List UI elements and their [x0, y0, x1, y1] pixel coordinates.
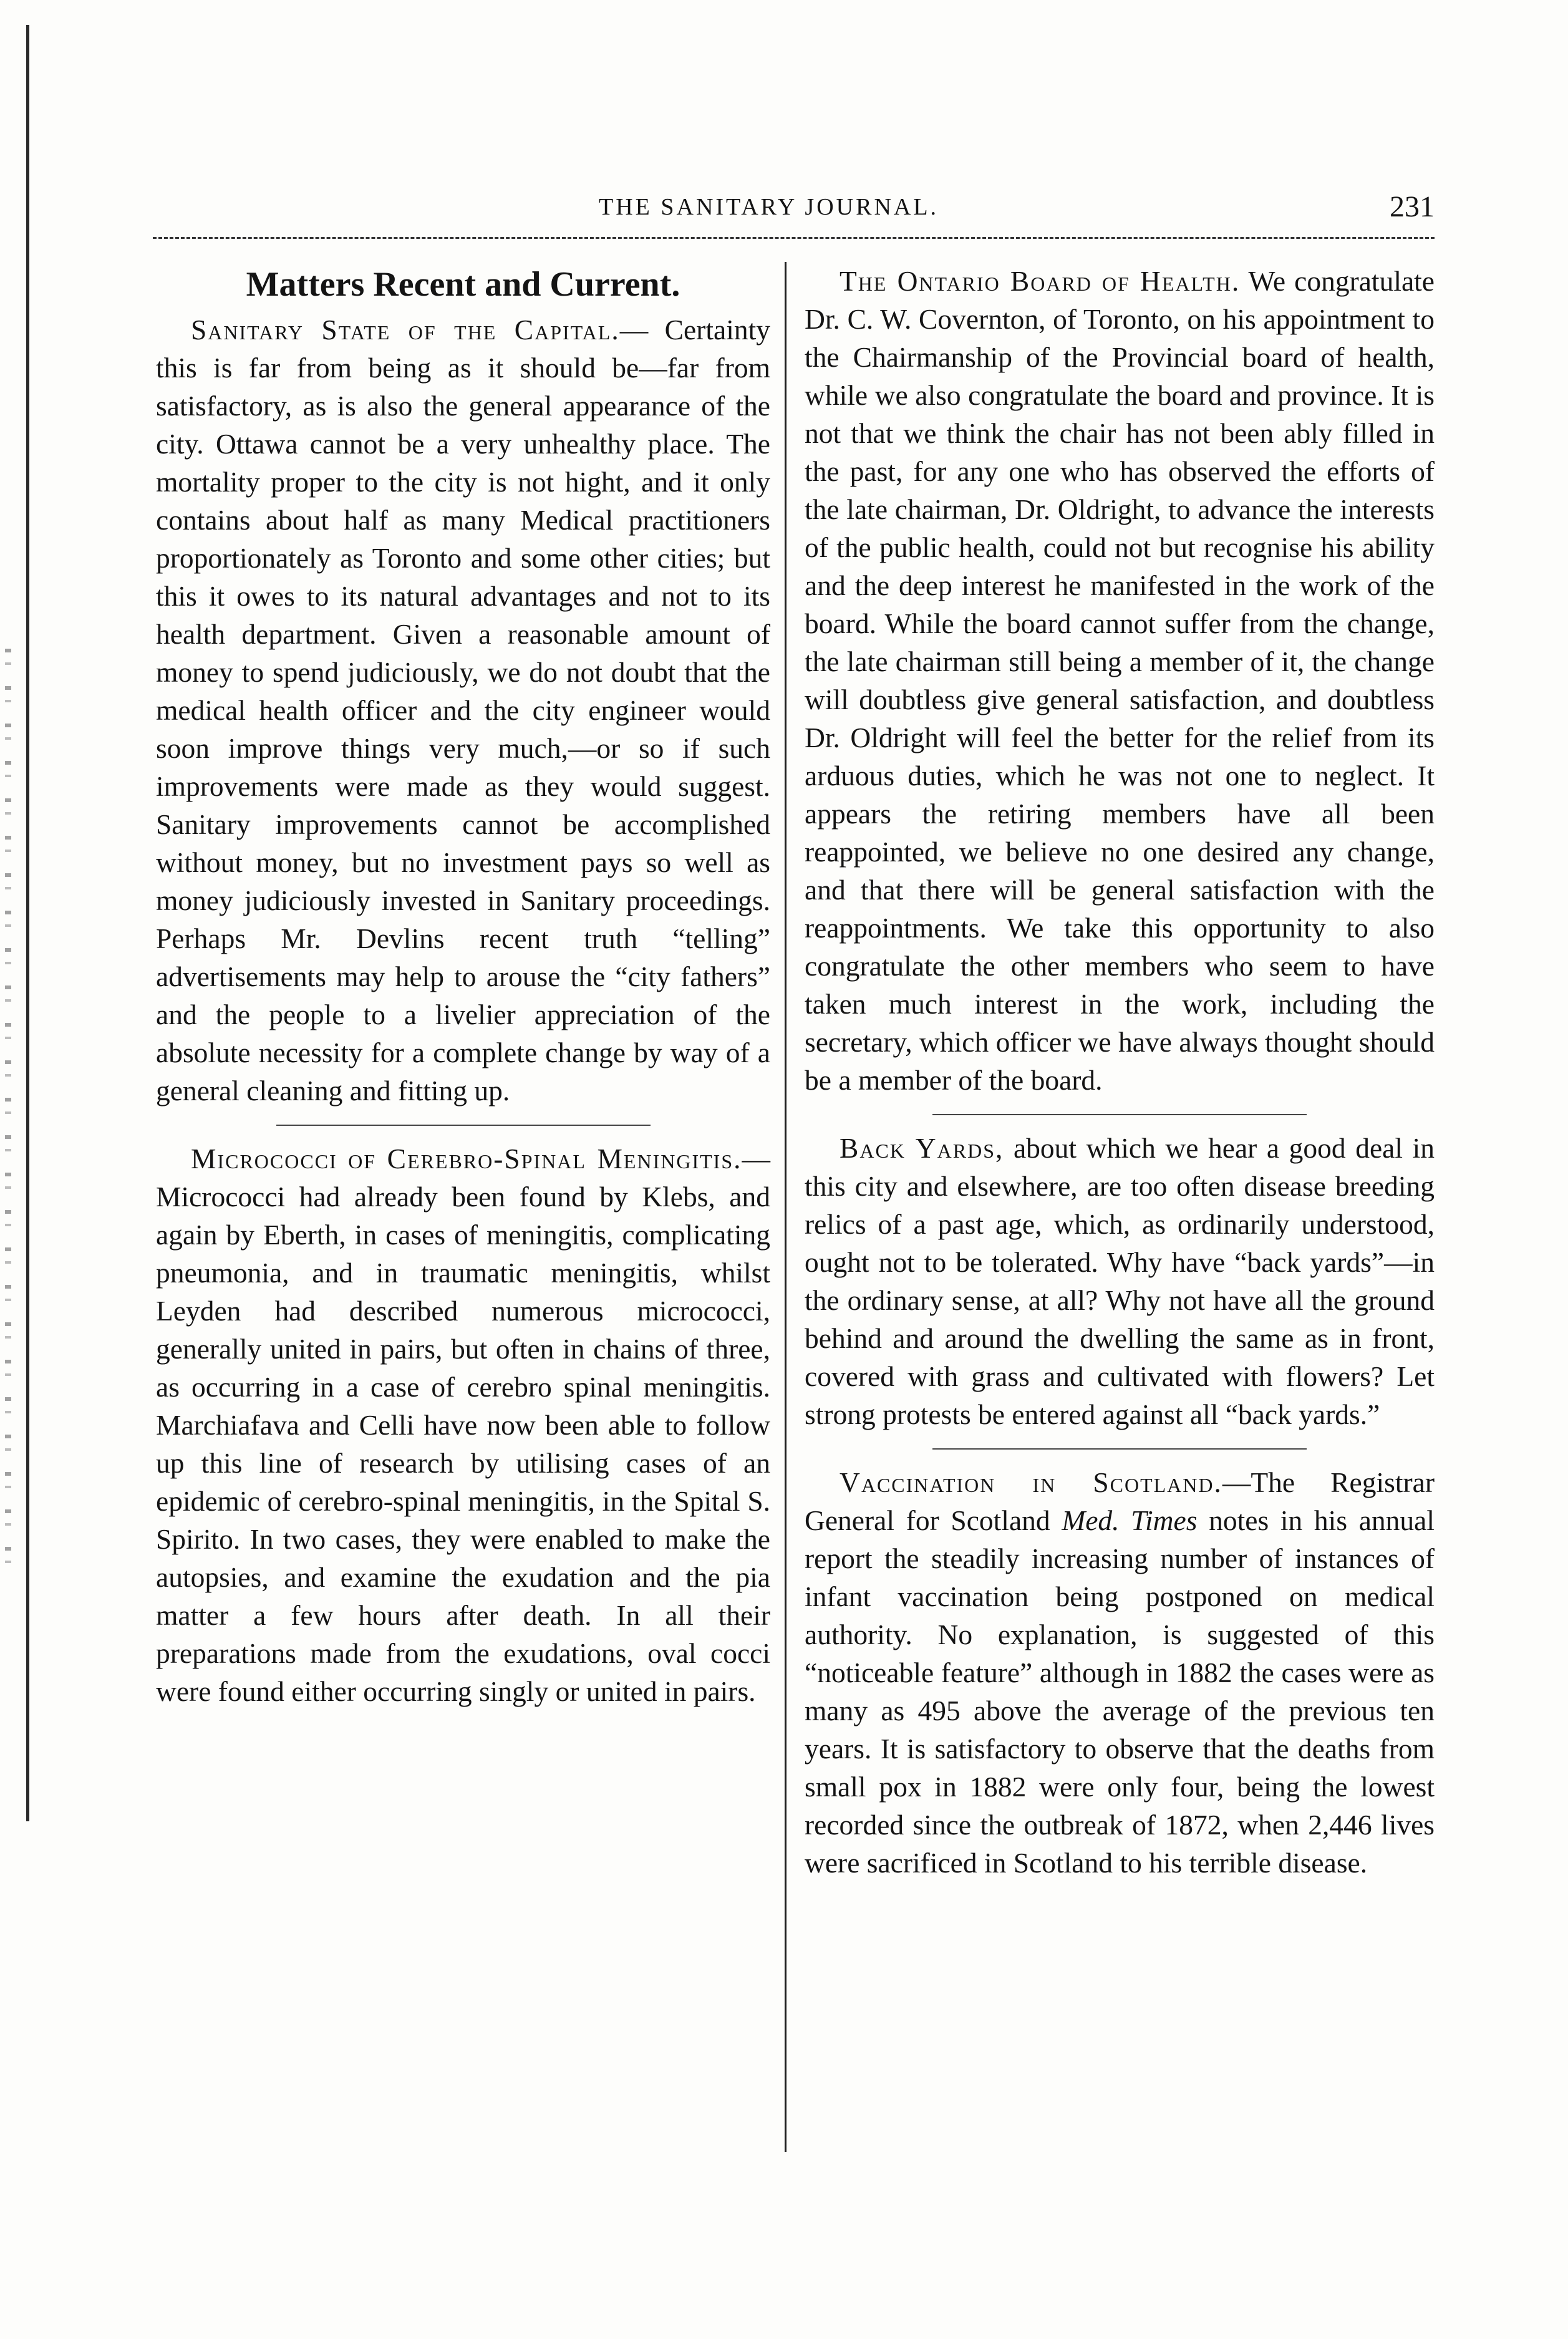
article-dash: — — [1222, 1466, 1251, 1498]
article-title: Back Yards, — [840, 1132, 1004, 1164]
scan-edge-line — [26, 25, 29, 1821]
column-divider — [785, 262, 786, 2152]
article-dash: — — [619, 314, 649, 346]
section-heading: Matters Recent and Current. — [246, 265, 680, 304]
article-body: about which we hear a good deal in this city and elsewhere, are too often disease breeding relics of a past age, which, as ordinarily understood, ought not to be tolerated. Why have “back yards”—in the ordinary sense, at all? Why not have all the ground behind and around the dwelling the same as in front, covered with grass and cultivated with flowers? Let strong protests be entered against all “back yards.” — [805, 1132, 1435, 1430]
article-separator — [276, 1125, 651, 1126]
article-ontario-board — [805, 262, 1435, 1099]
article-title: The Ontario Board of Health. — [840, 265, 1241, 297]
italic-source: Med. Times — [1062, 1504, 1198, 1536]
article-body-start: The Registrar General for Scotland — [805, 1466, 1435, 1536]
article-sanitary-state — [156, 311, 770, 1110]
article-body: We congratulate Dr. C. W. Covernton, of Toronto, on his appointment to the Chairmanship of the Provincial board of health, while we also congratulate the board and province. It is not that we think the chair has not been ably filled in the past, for any one who has observed the efforts of the late chairman, Dr. Oldright, to advance the interests of the public health, could not but recognise his ability and the deep interest he manifested in the work of the board. While the board cannot suffer from the change, the late chairman still being a member of it, the change will doubtless give general satisfaction, and doubtless Dr. Oldright will feel the better for the relief from its arduous duties, which he was not one to neglect. It appears the retiring members have all been reappointed, we believe no one desired any change, and that there will be general satisfaction with the reappointments. We take this opportunity to also congratulate the other members who seem to have taken much interest in the work, including the secretary, which officer we have always thought should be a member of the board. — [805, 265, 1435, 1096]
header-rule — [153, 237, 1435, 239]
right-column — [805, 262, 1435, 1882]
running-head — [162, 190, 1435, 231]
article-body: Certainty this is far from being as it should be—far from satisfactory, as is also the general appearance of the city. Ottawa cannot be a very unhealthy place. The mortality proper to the city is not hight, and it only contains about half as many Medical practitioners proportionately as Toronto and some other cities; but this it owes to its natural advantages and not to its health department. Given a reasonable amount of money to spend judiciously, we do not doubt that the medical health officer and the city engineer would soon improve things very much,—or so if such improvements were made as they would suggest. Sanitary improvements cannot be accomplished without money, but no investment pays so well as money judiciously invested in Sanitary proceedings. Perhaps Mr. Devlins recent truth “telling” advertisements may help to arouse the “city fathers” and the people to a livelier appreciation of the absolute necessity for a complete change by way of a general cleaning and fitting up. — [156, 314, 770, 1107]
article-title: Sanitary State of the Capital. — [191, 314, 620, 346]
article-title: Micrococci of Cerebro-Spinal Meningitis. — [191, 1143, 742, 1174]
article-micrococci — [156, 1140, 770, 1710]
article-dash: — — [742, 1143, 770, 1174]
left-column — [156, 262, 770, 1710]
scan-edge-specks — [5, 649, 11, 1584]
article-body-end: notes in his annual report the steadily increasing number of instances of infant vaccination being postponed on medical authority. No explanation, is suggested of this “noticeable feature” although in 1882 the cases were as many as 495 above the average of the previous ten years. It is satisfactory to observe that the deaths from small pox in 1882 were only four, being the lowest recorded since the outbreak of 1872, when 2,446 lives were sacrificed in Scotland to his terrible disease. — [805, 1504, 1435, 1879]
article-title: Vaccination in Scotland. — [840, 1466, 1222, 1498]
article-body: Micrococci had already been found by Klebs, and again by Eberth, in cases of meningitis, complicating pneumonia, and in traumatic meningitis, whilst Leyden had described numerous micrococci, generally united in pairs, but often in chains of three, as occurring in a case of cerebro spinal meningitis. Marchiafava and Celli have now been able to follow up this line of research by utilising cases of an epidemic of cerebro-spinal meningitis, in the Spital S. Spirito. In two cases, they were enabled to make the autopsies, and examine the exudation and the pia matter a few hours after death. In all their preparations made from the exudations, oval cocci were found either occurring singly or united in pairs. — [156, 1181, 770, 1707]
article-back-yards — [805, 1129, 1435, 1433]
running-title: THE SANITARY JOURNAL. — [599, 194, 939, 220]
article-separator — [932, 1114, 1307, 1115]
article-vaccination — [805, 1463, 1435, 1882]
page-number: 231 — [1390, 190, 1435, 223]
article-separator — [932, 1448, 1307, 1450]
